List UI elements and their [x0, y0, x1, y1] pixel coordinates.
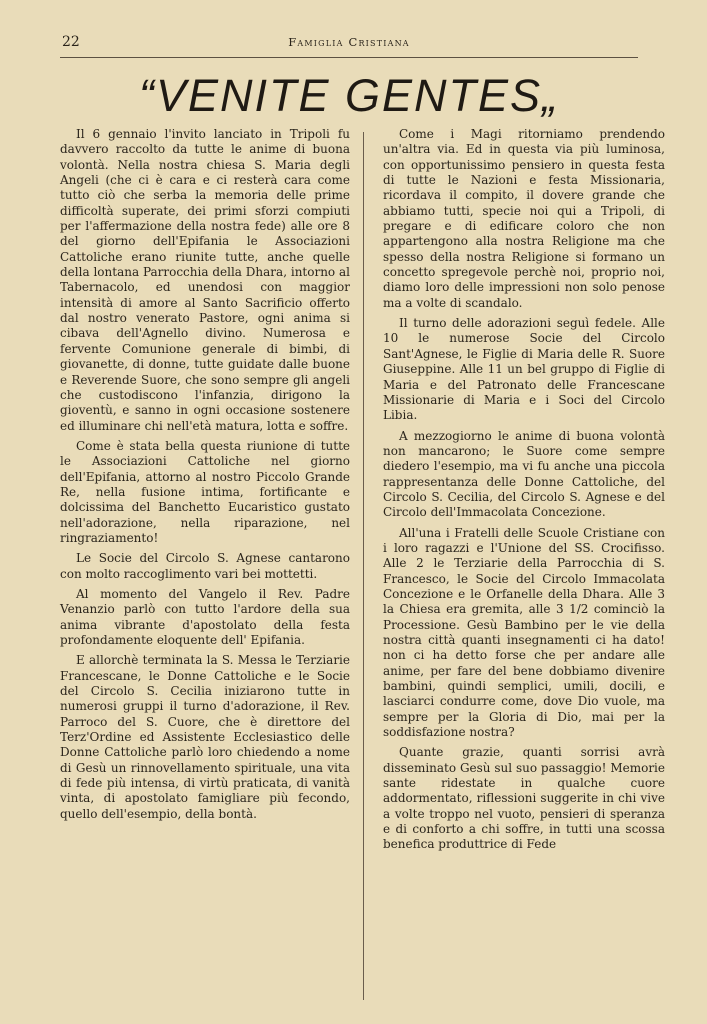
- paragraph: Quante grazie, quanti sorrisi avrà disseminato Gesù sul suo passaggio! Memorie sante ridestate in qualche cuore addormentato, riflessioni suggerite in chi vive a volte troppo nel vuoto, pensieri di speranza e di conforto a chi soffre, in tutti una scossa benefica produttrice di Fede: [383, 745, 665, 852]
- header-rule: [60, 57, 638, 58]
- page-number: 22: [62, 34, 80, 50]
- column-divider: [363, 132, 364, 1000]
- paragraph: All'una i Fratelli delle Scuole Cristiane con i loro ragazzi e l'Unione del SS. Crocifisso. Alle 2 le Terziarie della Parrocchia di S. Francesco, le Socie del Circolo Immacolata Concezione e le Orfanelle della Dhara. Alle 3 la Chiesa era gremita, alle 3 1/2 cominciò la Processione. Gesù Bambino per le vie della nostra città quanti insegnamenti ci ha dato! non ci ha detto forse che per andare alle anime, per fare del bene dobbiamo divenire bambini, quindi semplici, umili, docili, e lasciarci condurre come, dove Dio vuole, ma sempre per la Gloria di Dio, mai per la soddisfazione nostra?: [383, 525, 665, 740]
- paragraph: Al momento del Vangelo il Rev. Padre Venanzio parlò con tutto l'ardore della sua anima vibrante d'apostolato della festa profondamente eloquente dell' Epifania.: [60, 586, 350, 647]
- paragraph: A mezzogiorno le anime di buona volontà non mancarono; le Suore come sempre diedero l'esempio, ma vi fu anche una piccola rappresentanza delle Donne Cattoliche, del Circolo S. Cecilia, del Circolo S. Agnese e del Circolo dell'Immacolata Concezione.: [383, 428, 665, 520]
- left-column: [60, 127, 350, 827]
- article-title: “VENITE GENTES„: [138, 70, 560, 121]
- paragraph: Come i Magi ritorniamo prendendo un'altra via. Ed in questa via più luminosa, con opportunissimo pensiero in questa festa di tutte le Nazioni e festa Missionaria, ricordava il compito, il dovere grande che abbiamo tutti, specie noi qui a Tripoli, di pregare e di edificare coloro che non appartengono alla nostra Religione ma che spesso della nostra Religione si formano un concetto spregevole perchè noi, proprio noi, diamo loro delle impressioni non solo penose ma a volte di scandalo.: [383, 127, 665, 310]
- running-title: Famiglia Cristiana: [288, 35, 410, 49]
- paragraph: Le Socie del Circolo S. Agnese cantarono con molto raccoglimento vari bei mottetti.: [60, 551, 350, 581]
- paragraph: E allorchè terminata la S. Messa le Terziarie Francescane, le Donne Cattoliche e le Socie del Circolo S. Cecilia iniziarono tutte in numerosi gruppi il turno d'adorazione, il Rev. Parroco del S. Cuore, che è direttore del Terz'Ordine ed Assistente Ecclesiastico delle Donne Cattoliche parlò loro chiedendo a nome di Gesù un rinnovellamento spirituale, una vita di fede più intensa, di virtù praticata, di vanità vinta, di apostolato famigliare più fecondo, quello dell'esempio, della bontà.: [60, 653, 350, 821]
- paragraph: Come è stata bella questa riunione di tutte le Associazioni Cattoliche nel giorno dell'Epifania, attorno al nostro Piccolo Grande Re, nella fusione intima, fortificante e dolcissima del Banchetto Eucaristico gustato nell'adorazione, nella riparazione, nel ringraziamento!: [60, 438, 350, 545]
- paragraph: Il 6 gennaio l'invito lanciato in Tripoli fu davvero raccolto da tutte le anime di buona volontà. Nella nostra chiesa S. Maria degli Angeli (che ci è cara e ci resterà cara come tutto ciò che serba la memoria delle prime difficoltà superate, dei primi sforzi compiuti per l'affermazione della nostra fede) alle ore 8 del giorno dell'Epifania le Associazioni Cattoliche erano riunite tutte, anche quelle della lontana Parrocchia della Dhara, intorno al Tabernacolo, ed unendosi con maggior intensità di amore al Santo Sacrificio offerto dal nostro venerato Pastore, ogni anima si cibava dell'Agnello divino. Numerosa e fervente Comunione generale di bimbi, di giovanette, di donne, tutte guidate dalle buone e Reverende Suore, che sono sempre gli angeli che custodiscono l'infanzia, dirigono la gioventù, e sanno in ogni occasione sostenere ed illuminare chi nell'età matura, lotta e soffre.: [60, 127, 350, 433]
- paragraph: Il turno delle adorazioni seguì fedele. Alle 10 le numerose Socie del Circolo Sant'Agnese, le Figlie di Maria delle R. Suore Giuseppine. Alle 11 un bel gruppo di Figlie di Maria e del Patronato delle Francescane Missionarie di Maria e i Soci del Circolo Libia.: [383, 316, 665, 423]
- page-header: [62, 34, 636, 54]
- right-column: [383, 127, 665, 858]
